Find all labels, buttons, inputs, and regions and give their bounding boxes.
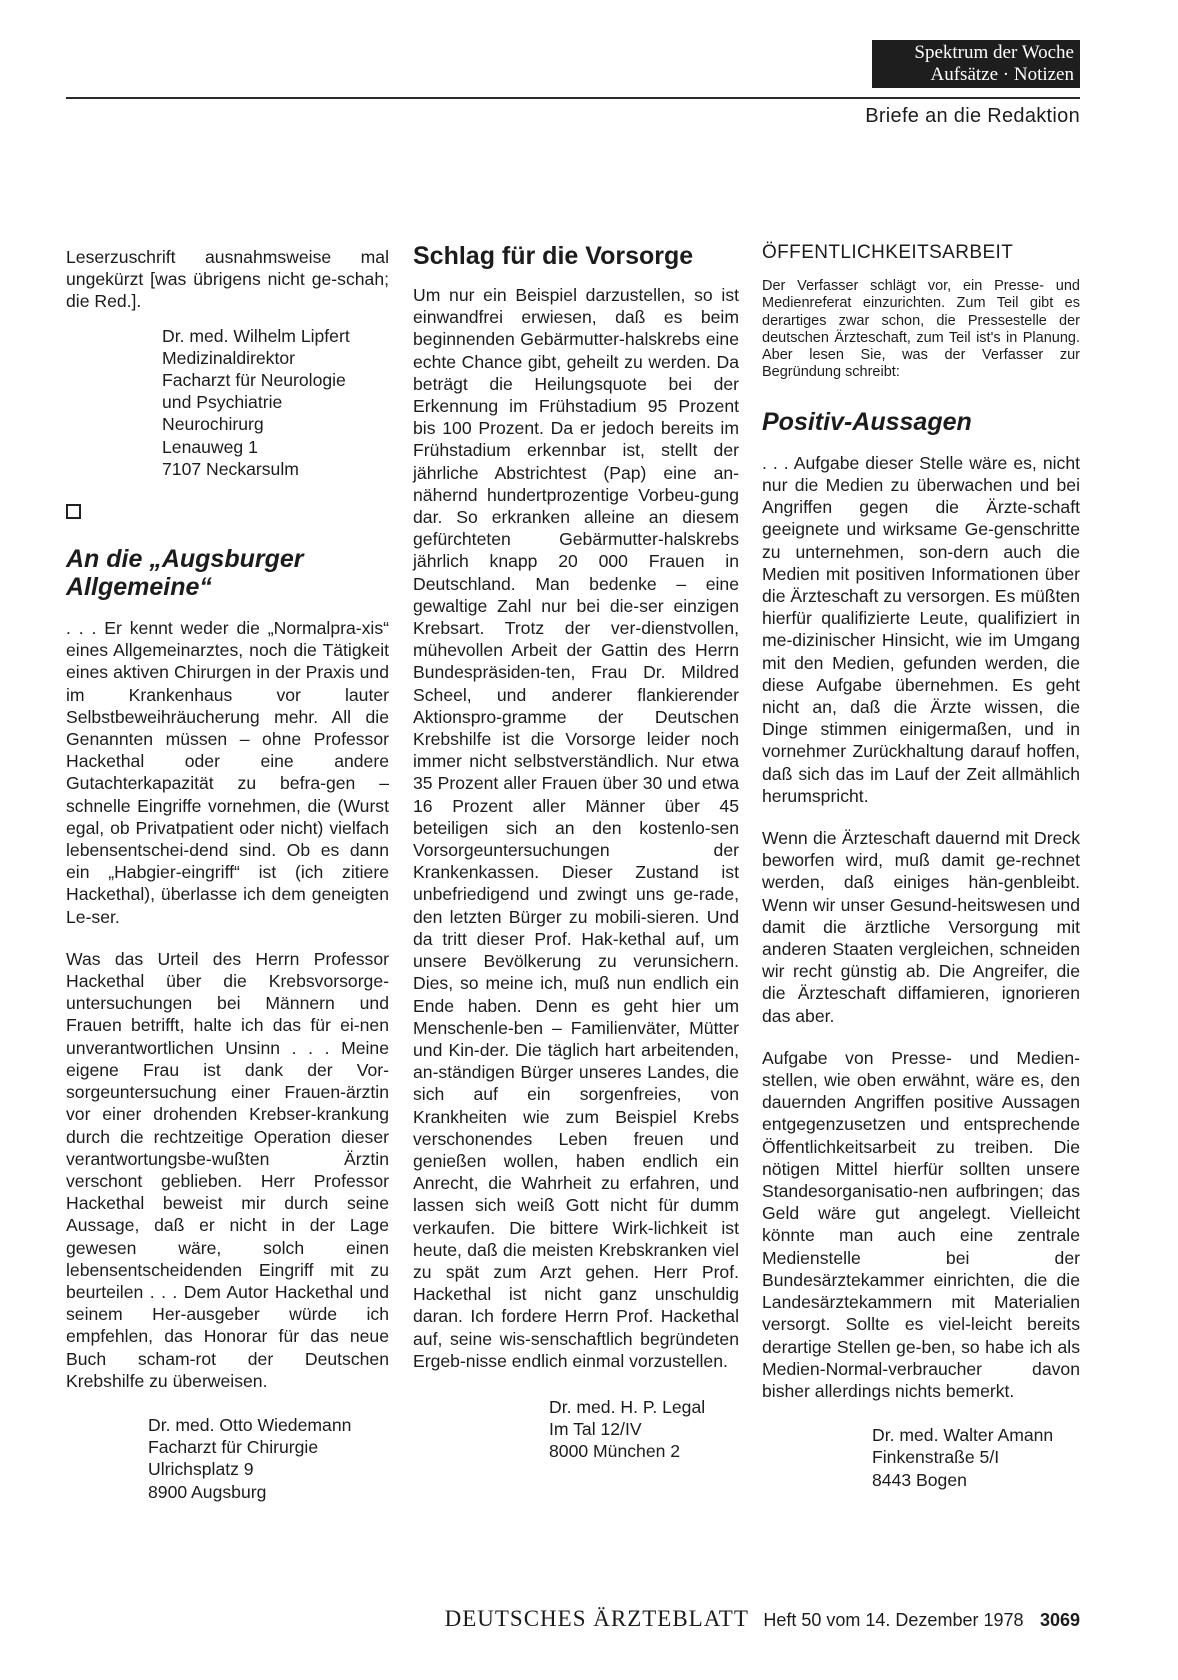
signature-line: Im Tal 12/IV bbox=[549, 1419, 642, 1440]
signature-line: und Psychiatrie bbox=[162, 392, 283, 413]
header-rule bbox=[66, 97, 1080, 99]
signature-line: Dr. med. H. P. Legal bbox=[549, 1396, 706, 1417]
signature-wiedemann bbox=[148, 1414, 389, 1503]
rubric-title: Briefe an die Redaktion bbox=[865, 105, 1080, 127]
signature-line: Dr. med. Walter Amann bbox=[872, 1425, 1054, 1446]
signature-line: Lenauweg 1 bbox=[162, 436, 258, 457]
letter-paragraph: Wenn die Ärzteschaft dauernd mit Dreck beworfen wird, muß damit ge-rechnet werden, daß einiges hän-genbleibt. Wenn wir unser Gesund-heitswesen und damit die ärztliche Versorgung mit anderen Staaten vergleichen, schneiden wir recht günstig ab. Die Angreifer, die die Ärzteschaft diffamieren, ignorieren das aber. bbox=[762, 828, 1080, 1026]
signature-line: Dr. med. Wilhelm Lipfert bbox=[162, 325, 350, 346]
signature-line: Neurochirurg bbox=[162, 414, 264, 435]
section-label-line1: Spektrum der Woche bbox=[914, 42, 1074, 63]
end-of-article-square-icon bbox=[66, 504, 81, 519]
headline-positiv-aussagen: Positiv-Aussagen bbox=[762, 407, 972, 436]
signature-line: Dr. med. Otto Wiedemann bbox=[148, 1414, 352, 1435]
kicker-oeffentlichkeitsarbeit: ÖFFENTLICHKEITSARBEIT bbox=[762, 242, 1014, 263]
column-1 bbox=[66, 246, 389, 1503]
signature-legal bbox=[549, 1396, 739, 1463]
signature-line: Finkenstraße 5/I bbox=[872, 1447, 1000, 1468]
signature-line: 8443 Bogen bbox=[872, 1469, 967, 1490]
signature-line: 7107 Neckarsulm bbox=[162, 458, 299, 479]
letter-paragraph: . . . Er kennt weder die „Normalpra-xis“ eines Allgemeinarztes, noch die Tätigkeit eines aktiven Chirurgen in der Praxis und im Krankenhaus vor lauter Selbstbeweihräucherung mehr. All die Genannten müssen – ohne Professor Hackethal oder eine andere Gutachterkapazität zu befra-gen – schnelle Eingriffe vornehmen, die (Wurst egal, ob Privatpatient oder nicht) vielfach lebensentschei-dend sind. Ob es dann ein „Habgier-eingriff“ ist (ich zitiere Hackethal), überlasse ich dem geneigten Le-ser. bbox=[66, 618, 389, 927]
signature-lipfert bbox=[162, 325, 389, 480]
issue-info: Heft 50 vom 14. Dezember 1978 bbox=[763, 1610, 1024, 1630]
journal-name: DEUTSCHES ÄRZTEBLATT bbox=[444, 1606, 749, 1631]
signature-amann bbox=[872, 1424, 1080, 1491]
headline-augsburger: An die „Augsburger Allgemeine“ bbox=[66, 545, 304, 602]
page-footer bbox=[403, 1606, 1080, 1632]
letter-paragraph: Aufgabe von Presse- und Medien-stellen, wie oben erwähnt, wäre es, den dauernden Angriffen positive Aussagen entgegenzusetzen und entsprechende Öffentlichkeitsarbeit zu treiben. Die nötigen Mittel hierfür sollten unsere Standesorganisatio-nen aufbringen; das Geld wäre gut angelegt. Vielleicht könnte man auch eine zentrale Medienstelle bei der Bundesärztekammer einrichten, die die Landesärztekammern mit Materialien versorgt. Sollte es viel-leicht bereits derartige Stellen ge-ben, so habe ich als Medien-Normal-verbraucher davon bisher allerdings nichts bemerkt. bbox=[762, 1047, 1080, 1401]
section-label-box bbox=[872, 40, 1080, 88]
letter-intro-text: Leserzuschrift ausnahmsweise mal ungekürzt [was übrigens nicht ge-schah; die Red.]. bbox=[66, 247, 389, 312]
signature-line: 8900 Augsburg bbox=[148, 1481, 267, 1502]
signature-line: Facharzt für Chirurgie bbox=[148, 1437, 319, 1458]
section-label-line2: Aufsätze · Notizen bbox=[930, 64, 1074, 85]
headline-vorsorge: Schlag für die Vorsorge bbox=[413, 242, 694, 270]
signature-line: Medizinaldirektor bbox=[162, 347, 295, 368]
signature-line: Ulrichsplatz 9 bbox=[148, 1459, 254, 1480]
signature-line: 8000 München 2 bbox=[549, 1441, 681, 1462]
column-2 bbox=[413, 242, 739, 1463]
page-number: 3069 bbox=[1039, 1610, 1080, 1630]
column-3 bbox=[762, 242, 1080, 1491]
letter-paragraph: . . . Aufgabe dieser Stelle wäre es, nicht nur die Medien zu überwachen und bei Angriffen gegen die Ärzte-schaft geeignete und wirksame Ge-genschritte zu unternehmen, son-dern auch die Medien mit positiven Informationen über die Ärzteschaft zu versorgen. Es müßten hierfür qualifizierte Leute, qualifiziert in me-dizinischer Hinsicht, wie im Umgang mit den Medien, gefunden werden, die diese Aufgabe übernehmen. Es geht nicht an, daß die Ärzte wissen, die Dinge stimmen einigermaßen, und in vornehmer Zurückhaltung darauf hoffen, daß sich das im Lauf der Zeit allmählich herumspricht. bbox=[762, 452, 1080, 806]
editor-intro-text: Der Verfasser schlägt vor, ein Presse- und Medienreferat einzurichten. Zum Teil gibt es derartiges zwar schon, die Pressestelle der deutschen Ärzteschaft, zum Teil ist's in Planung. Aber lesen Sie, was der Verfasser zur Begründung schreibt: bbox=[762, 278, 1080, 381]
letter-paragraph: Um nur ein Beispiel darzustellen, so ist einwandfrei erwiesen, daß es beim beginnenden Gebärmutter-halskrebs eine echte Chance gibt, geheilt zu werden. Da beträgt die Heilungsquote bei der Erkennung im Frühstadium 95 Prozent bis 100 Prozent. Da er jedoch bereits im Frühstadium erkennbar ist, stellt der jährliche Abstrichtest (Pap) eine an-nähernd hundertprozentige Vorbeu-gung dar. So erkranken alleine an diesem gefürchteten Gebärmutter-halskrebs jährlich knapp 20 000 Frauen in Deutschland. Man bedenke – eine gewaltige Zahl nur bei die-ser einzigen Krebsart. Trotz der ver-dienstvollen, mühevollen Arbeit der Gattin des Herrn Bundespräsiden-ten, Frau Dr. Mildred Scheel, und anderer flankierender Aktionspro-gramme der Deutschen Krebshilfe ist die Vorsorge leider noch immer nicht selbstverständlich. Nur etwa 35 Prozent aller Frauen über 30 und etwa 16 Prozent aller Männer über 45 beteiligen sich an den kostenlo-sen Vorsorgeuntersuchungen der Krankenkassen. Dieser Zustand ist unbefriedigend und zwingt uns ge-rade, den letzten Bürger zu mobili-sieren. Und da tritt dieser Prof. Hak-kethal auf, um unsere Bevölkerung zu verunsichern. Dies, so meine ich, muß nun endlich ein Ende haben. Denn es geht hier um Menschenle-ben – Familienväter, Mütter und Kin-der. Die täglich hart arbeitenden, an-ständigen Bürger unseres Landes, die sich auf ein sorgenfreies, von Krankheiten wie zum Beispiel Krebs verschonendes Leben freuen und genießen wollen, haben endlich ein Anrecht, die Wahrheit zu erfahren, und lassen sich weiß Gott nicht für dumm verkaufen. Die bittere Wirk-lichkeit ist heute, daß die meisten Krebskranken viel zu spät zum Arzt gehen. Herr Prof. Hackethal ist nicht ganz unschuldig daran. Ich fordere Herrn Prof. Hackethal auf, seine wis-senschaftlich begründeten Ergeb-nisse endlich einmal vorzustellen. bbox=[413, 285, 739, 1371]
letter-paragraph: Was das Urteil des Herrn Professor Hackethal über die Krebsvorsorge-untersuchungen bei Männern und Frauen betrifft, halte ich das für ei-nen unverantwortlichen Unsinn . . . Meine eigene Frau ist dank der Vor-sorgeuntersuchung einer Frauen-ärztin vor einer drohenden Krebser-krankung durch die rechtzeitige Operation dieser verantwortungsbe-wußten Ärztin verschont geblieben. Herr Professor Hackethal beweist mir durch seine Aussage, daß er nicht in der Lage gewesen wäre, solch einen lebensentscheidenden Eingriff mit zu beurteilen . . . Dem Autor Hackethal und seinem Her-ausgeber würde ich empfehlen, das Honorar für das neue Buch scham-rot der Deutschen Krebshilfe zu überweisen. bbox=[66, 948, 389, 1391]
signature-line: Facharzt für Neurologie bbox=[162, 370, 346, 391]
